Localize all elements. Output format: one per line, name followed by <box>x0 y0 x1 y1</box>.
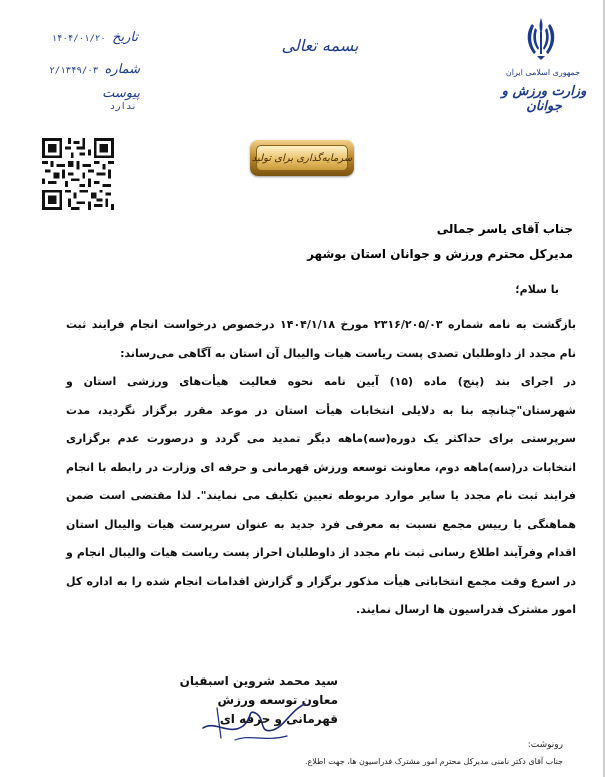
signer-title-1: معاون توسعه ورزش <box>217 693 338 707</box>
attachment-value: ندارد <box>109 102 137 112</box>
date-label: تاریخ <box>112 30 138 45</box>
body-paragraph-2: در اجرای بند (پنج) ماده (۱۵) آیین نامه نحوه فعالیت هیأت‌های ورزشی استان و شهرستان"چنانچه بنا به دلایلی انتخابات هیأت استان در موعد مقرر برگزار نگردید، مدت سرپرستی برای حداکثر یک دوره(سه)ماهه دیگر تمدید می گردد و درصورت عدم برگزاری انتخابات در(سه)ماهه دوم، معاونت توسعه ورزش قهرمانی و حرفه ای وزارت در رابطه با انجام فرایند ثبت نام مجدد یا سایر موارد مربوطه تعیین تکلیف می نمایند". لذا مقتضی است ضمن هماهنگی با رییس مجمع نسبت به معرفی فرد جدید به عنوان سرپرست هیات والیبال استان اقدام وفرآیند اطلاع رسانی ثبت نام مجدد از داوطلبان احراز پست ریاست هیات والیبال انجام و در اسرع وقت مجمع انتخاباتی هیأت مذکور برگزار و گزارش اقدامات انجام شده را به اداره کل امور مشترک فدراسیون ها ارسال نمایند. <box>66 375 576 616</box>
ministry-name: وزارت ورزش و جوانان <box>501 84 587 114</box>
qr-code-icon <box>42 138 114 210</box>
number-row <box>40 62 140 77</box>
bismillah-heading: بسمه تعالی <box>281 36 359 55</box>
slogan-text: سرمایه‌گذاری برای تولید <box>251 152 353 164</box>
signature-stroke-icon <box>195 690 315 750</box>
body-paragraph-1: بازگشت به نامه شماره ۲۳۱۶/۲۰۵/۰۳ مورخ ۱۴۰۴/۱/۱۸ درخصوص درخواست انجام فرایند ثبت نام مجدد از داوطلبان تصدی پست ریاست هیات والیبال آن استان به آگاهی می‌رساند: <box>66 318 576 360</box>
addressee-name: جناب آقای یاسر جمالی <box>436 222 573 236</box>
cc-label: رونوشت: <box>527 740 563 750</box>
number-label: شماره <box>104 62 140 77</box>
slogan-badge <box>250 140 354 176</box>
iran-emblem-icon <box>518 14 564 62</box>
date-row <box>38 30 138 45</box>
addressee-title: مدیرکل محترم ورزش و جوانان استان بوشهر <box>307 247 573 261</box>
slogan-badge-inner <box>251 145 353 171</box>
signer-name: سید محمد شروین اسبقیان <box>179 674 338 688</box>
attachment-label: پیوست <box>102 86 140 101</box>
signer-title-2: قهرمانی و حرفه ای <box>219 712 338 726</box>
date-value: ۱۴۰۴/۰۱/۲۰ <box>51 34 106 44</box>
government-name: جمهوری اسلامی ایران <box>505 68 581 77</box>
greeting: با سلام؛ <box>515 283 559 296</box>
attachment-row <box>78 86 140 112</box>
letter-body <box>66 311 576 625</box>
number-value: ۲/۱۳۴۹/۰۳ <box>49 66 99 76</box>
cc-line: جناب آقای دکتر نامنی مدیرکل محترم امور مشترک فدراسیون ها، جهت اطلاع. <box>304 757 563 766</box>
